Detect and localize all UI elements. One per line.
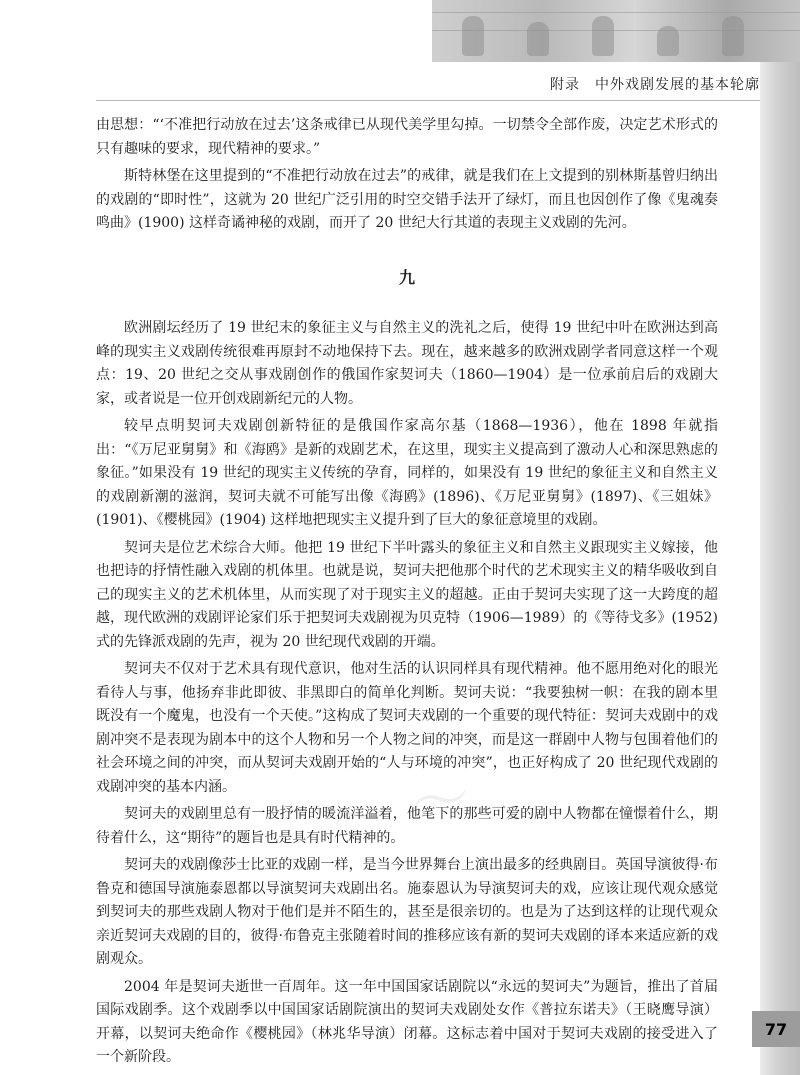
header-illustration-figure [527, 22, 549, 56]
paragraph: 契诃夫的戏剧像莎士比亚的戏剧一样，是当今世界舞台上演出最多的经典剧目。英国导演彼得·布鲁克和德国导演施泰恩都以导演契诃夫戏剧出名。施泰恩认为导演契诃夫的戏，应该让现代观众感觉到契诃夫的那些戏剧人物对于他们是并不陌生的，甚至是很亲切的。也是为了达到这样的让现代观众亲近契诃夫戏剧的目的，彼得·布鲁克主张随着时间的推移应该有新的契诃夫戏剧的译本来适应新的戏剧观众。 [96, 857, 718, 967]
header-illustration-figure [462, 16, 484, 56]
page-number: 77 [752, 1011, 800, 1047]
paragraph: 契诃夫不仅对于艺术具有现代意识，他对生活的认识同样具有现代精神。他不愿用绝对化的眼光看待人与事，他扬弃非此即彼、非黑即白的简单化判断。契诃夫说：“我要独树一帜：在我的剧本里既没有一个魔鬼，也没有一个天使。”这构成了契诃夫戏剧的一个重要的现代特征：契诃夫戏剧中的戏剧冲突不是表现为剧本中的这个人物和另一个人物之间的冲突，而是这一群剧中人物与包围着他们的社会环境之间的冲突，而从契诃夫戏剧开始的“人与环境的冲突”，也正好构成了 20 世纪现代戏剧的戏剧冲突的基本内涵。 [96, 661, 718, 795]
page-edge-strip [760, 62, 800, 1075]
header-illustration-figure [722, 16, 744, 56]
header-illustration-line [432, 30, 800, 31]
paragraph: 斯特林堡在这里提到的“不准把行动放在过去”的戒律，就是我们在上文提到的别林斯基曾归纳出的戏剧的“即时性”，这就为 20 世纪广泛引用的时空交错手法开了绿灯，而且也因创作了像《鬼魂奏鸣曲》(1900) 这样奇谲神秘的戏剧，而开了 20 世纪大行其道的表现主义戏剧的先河。 [96, 168, 718, 231]
paragraph: 2004 年是契诃夫逝世一百周年。这一年中国国家话剧院以“永远的契诃夫”为题旨，推出了首届国际戏剧季。这个戏剧季以中国国家话剧院演出的契诃夫戏剧处女作《普拉东诺夫》（王晓鹰导演）开幕，以契诃夫绝命作《樱桃园》（林兆华导演）闭幕。这标志着中国对于契诃夫戏剧的接受进入了一个新阶段。 [96, 978, 718, 1065]
paragraph: 由思想：“‘不准把行动放在过去’这条戒律已从现代美学里勾掉。一切禁令全部作废，决定艺术形式的只有趣味的要求，现代精神的要求。” [96, 117, 718, 157]
header-illustration [432, 0, 800, 62]
body-text [96, 114, 718, 1070]
paragraph: 较早点明契诃夫戏剧创新特征的是俄国作家高尔基（1868—1936），他在 1898 年就指出：“《万尼亚舅舅》和《海鸥》是新的戏剧艺术，在这里，现实主义提高到了激动人心和深思熟虑的象征。”如果没有 19 世纪的现实主义传统的孕育，同样的，如果没有 19 世纪的象征主义和自然主义的戏剧新潮的滋润，契诃夫就不可能写出像《海鸥》(1896)、《万尼亚舅舅》(1897)、《三姐妹》(1901)、《樱桃园》(1904) 这样地把现实主义提升到了巨大的象征意境里的戏剧。 [96, 418, 718, 528]
paragraph: 契诃夫的戏剧里总有一股抒情的暖流洋溢着，他笔下的那些可爱的剧中人物都在憧憬着什么，期待着什么，这“期待”的题旨也是具有时代精神的。 [96, 806, 718, 846]
header-illustration-figure [592, 16, 614, 56]
header-divider [96, 100, 760, 101]
watermark: 〜〜 [325, 757, 497, 859]
header-illustration-line [432, 12, 800, 13]
paragraph: 欧洲剧坛经历了 19 世纪末的象征主义与自然主义的洗礼之后，使得 19 世纪中叶在欧洲达到高峰的现实主义戏剧传统很难再原封不动地保持下去。现在，越来越多的欧洲戏剧学者同意这样一个观点：19、20 世纪之交从事戏剧创作的俄国作家契诃夫（1860—1904）是一位承前启后的戏剧大家，或者说是一位开创戏剧新纪元的人物。 [96, 320, 718, 407]
header-illustration-figure [657, 26, 679, 56]
paragraph: 契诃夫是位艺术综合大师。他把 19 世纪下半叶露头的象征主义和自然主义跟现实主义嫁接，他也把诗的抒情性融入戏剧的机体里。也就是说，契诃夫把他那个时代的艺术现实主义的精华吸收到自己的现实主义的艺术机体里，从而实现了对于现实主义的超越。正由于契诃夫实现了这一大跨度的超越，现代欧洲的戏剧评论家们乐于把契诃夫戏剧视为贝克特（1906—1989）的《等待戈多》(1952) 式的先锋派戏剧的先声，视为 20 世纪现代戏剧的开端。 [96, 539, 718, 650]
section-heading: 九 [398, 267, 415, 287]
running-head: 附录 中外戏剧发展的基本轮廓 [550, 77, 760, 93]
